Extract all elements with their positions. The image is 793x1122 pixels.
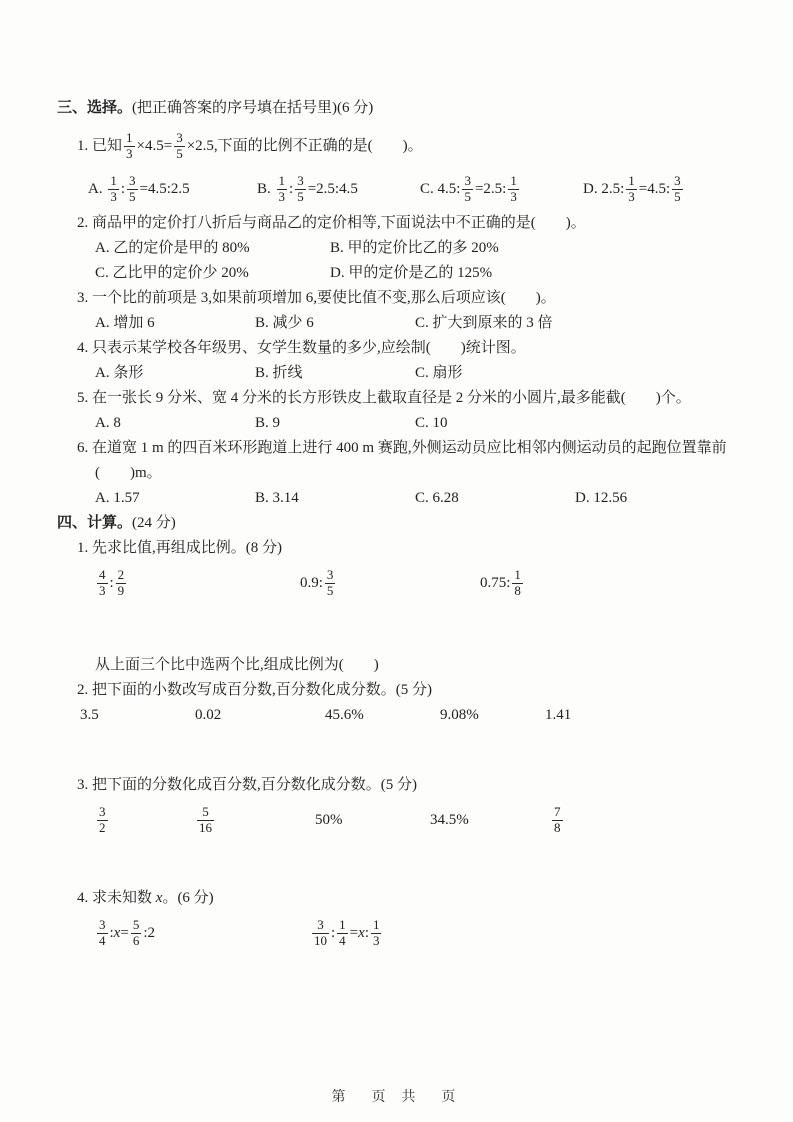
option: A. 条形 [95,365,144,381]
fraction: $\frac{1}{4}$ [339,917,346,949]
question-2-text: 2. 商品甲的定价打八折后与商品乙的定价相等,下面说法中不正确的是( )。 [77,215,586,231]
calc-question-3-values [95,798,743,842]
fraction: $\frac{2}{9}$ [117,567,125,599]
question-5-text: 5. 在一张长 9 分米、宽 4 分米的长方形铁皮上截取直径是 2 分米的小圆片,最多能截( )个。 [77,390,691,406]
question-6-blank-line [95,461,743,486]
calc-question-1-followup [95,653,743,678]
question-4 [77,336,743,361]
fraction: $\frac{3}{5}$ [326,567,334,599]
option: A. 增加 6 [95,315,155,331]
value: 50% [315,812,343,828]
option: B. 9 [255,415,281,431]
option: C. 扇形 [415,365,463,381]
fraction: $\frac{7}{8}$ [554,804,561,836]
section-four-title: 四、计算。 [57,515,133,531]
option: A. $\frac{1}{3}$ : $\frac{3}{5}$ =4.5:2.5 [88,173,190,205]
section-four-points: (24 分) [132,515,176,531]
equation: $\frac{3}{4}$ :x= $\frac{5}{6}$ :2 [99,917,155,949]
option: C. 乙比甲的定价少 20% [95,265,249,281]
page-footer [0,1086,793,1106]
section-three-header [57,96,743,121]
fraction: $\frac{1}{8}$ [514,567,521,599]
question-3 [77,286,743,311]
question-1 [77,125,743,167]
option: A. 8 [95,415,121,431]
fraction: $\frac{1}{3}$ [628,173,635,205]
fraction: $\frac{1}{3}$ [510,173,517,205]
calc-question-1-expressions [95,561,743,605]
option: C. 扩大到原来的 3 倍 [415,315,553,331]
question-6 [77,436,743,461]
value [95,798,195,842]
fraction: $\frac{3}{4}$ [99,917,106,949]
value [550,798,565,842]
option: B. 折线 [255,365,303,381]
calc-question-1-followup-text: 从上面三个比中选两个比,组成比例为( ) [95,657,379,673]
option: D. 2.5: $\frac{1}{3}$ =4.5: $\frac{3}{5}$ [583,173,681,205]
calc-question-2-text: 2. 把下面的小数改写成百分数,百分数化成分数。(5 分) [77,682,432,698]
fraction: $\frac{3}{5}$ [464,173,471,205]
question-6-text2: ( )m。 [95,465,162,481]
question-5-options [95,411,743,436]
question-3-text: 3. 一个比的前项是 3,如果前项增加 6,要使比值不变,那么后项应该( )。 [77,290,556,306]
question-5 [77,386,743,411]
option: B. $\frac{1}{3}$ : $\frac{3}{5}$ =2.5:4.5 [257,173,358,205]
fraction: $\frac{1}{3}$ [126,130,133,162]
calc-question-4-equations [95,911,743,955]
section-three-note: (把正确答案的序号填在括号里)(6 分) [132,100,374,116]
question-4-text: 4. 只表示某学校各年级男、女学生数量的多少,应绘制( )统计图。 [77,340,526,356]
option: D. 12.56 [575,490,628,506]
calc-question-3-text: 3. 把下面的分数化成百分数,百分数化成分数。(5 分) [77,777,417,793]
question-6-options [95,486,743,511]
value: 9.08% [440,707,479,723]
option: B. 3.14 [255,490,299,506]
fraction: $\frac{3}{5}$ [176,130,183,162]
value: 3.5 [80,707,99,723]
page-footer-text: 第 页 共 页 [331,1088,462,1104]
expression: 0.9: $\frac{3}{5}$ [300,567,334,599]
fraction: $\frac{3}{5}$ [674,173,681,205]
question-2-options-row-1 [95,236,743,261]
fraction: $\frac{1}{3}$ [278,173,286,205]
question-2 [77,211,743,236]
option: D. 甲的定价是乙的 125% [330,265,493,281]
option: C. 6.28 [415,490,459,506]
option: B. 减少 6 [255,315,314,331]
fraction: $\frac{5}{16}$ [199,804,212,836]
fraction: $\frac{3}{5}$ [297,173,304,205]
question-4-options [95,361,743,386]
calc-question-3 [77,773,743,798]
expression: 0.75: $\frac{1}{8}$ [480,567,521,599]
question-2-options-row-2 [95,261,743,286]
calc-question-1 [77,536,743,561]
calc-question-4-text: 4. 求未知数 x。(6 分) [77,890,214,906]
equation: $\frac{3}{10}$ : $\frac{1}{4}$ =x: $\frac{1}{3}$ [314,917,380,949]
section-three-title: 三、选择。 [57,100,133,116]
expression: $\frac{4}{3}$ : $\frac{2}{9}$ [99,567,125,599]
question-3-options [95,311,743,336]
option: C. 4.5: $\frac{3}{5}$ =2.5: $\frac{1}{3}$ [420,173,517,205]
section-four-header [57,511,743,536]
fraction: $\frac{3}{5}$ [129,173,136,205]
option: A. 1.57 [95,490,140,506]
calc-question-4 [77,886,743,911]
calc-question-1-text: 1. 先求比值,再组成比例。(8 分) [77,540,282,556]
fraction: $\frac{1}{3}$ [110,173,117,205]
question-1-text: 1. 已知 $\frac{1}{3}$ ×4.5= $\frac{3}{5}$ ×2.5,下面的比例不正确的是( )。 [77,130,423,162]
fraction: $\frac{5}{6}$ [132,917,140,949]
value: 0.02 [195,707,222,723]
option: B. 甲的定价比乙的多 20% [330,240,499,256]
option: A. 乙的定价是甲的 80% [95,240,250,256]
value: 45.6% [325,707,364,723]
question-6-text: 6. 在道宽 1 m 的四百米环形跑道上进行 400 m 赛跑,外侧运动员应比相邻内侧运动员的起跑位置靠前 [77,440,727,456]
value: 1.41 [545,707,572,723]
fraction: $\frac{3}{2}$ [99,804,106,836]
question-1-options [88,167,743,211]
calc-question-2-values [80,703,743,728]
value: 34.5% [430,812,469,828]
option: C. 10 [415,415,448,431]
fraction: $\frac{1}{3}$ [372,917,380,949]
fraction: $\frac{3}{10}$ [314,917,327,949]
fraction: $\frac{4}{3}$ [99,567,106,599]
value [195,798,315,842]
calc-question-2 [77,678,743,703]
